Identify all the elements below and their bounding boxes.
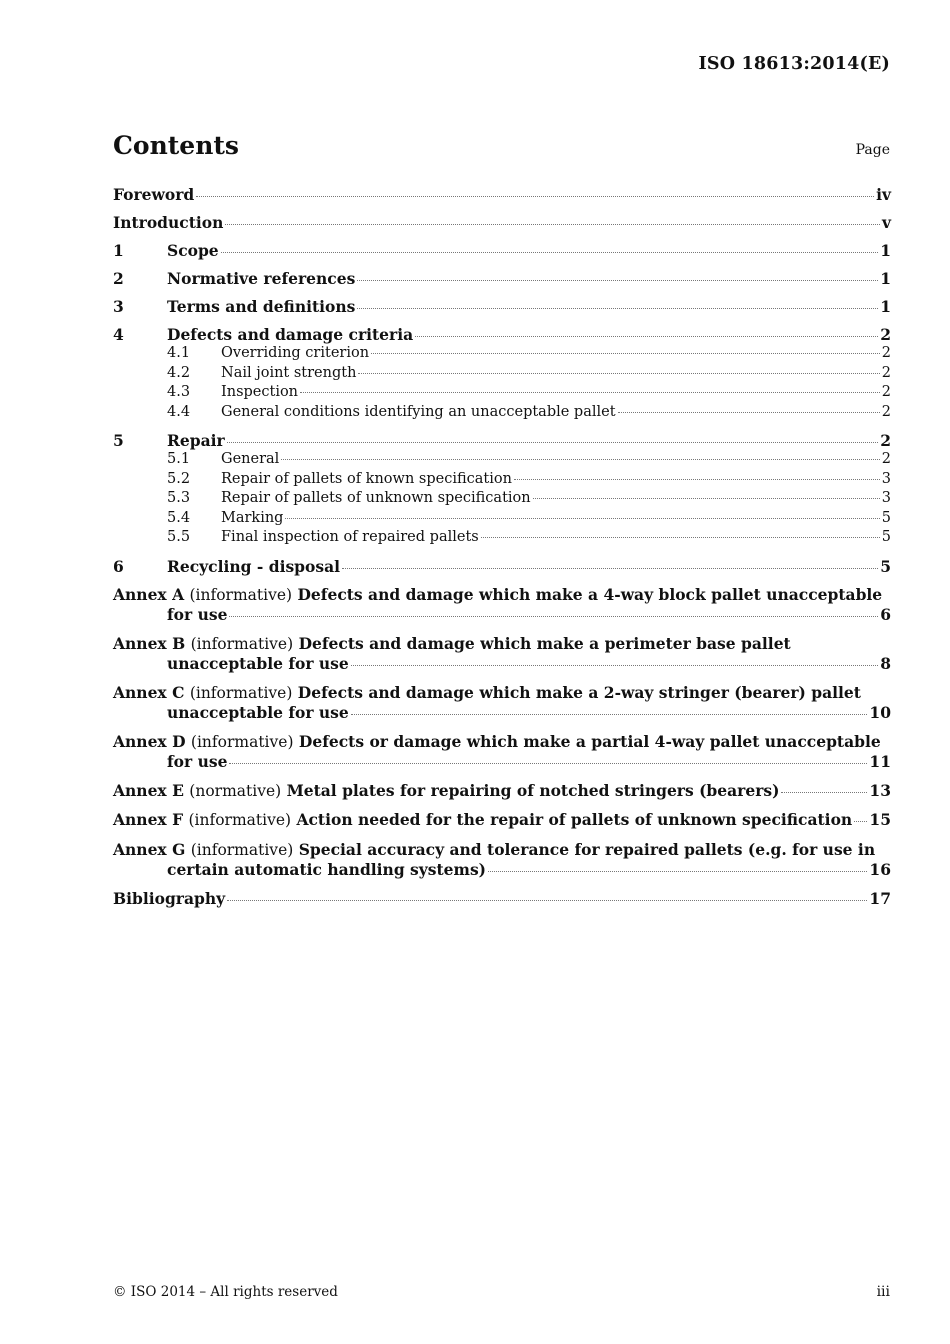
dot-leader	[342, 568, 878, 569]
toc-annex-d[interactable]	[113, 732, 891, 772]
toc-entry-label: Bibliography	[113, 888, 226, 908]
toc-clause-page: 2	[880, 431, 891, 450]
annex-title: Defects or damage which make a partial 4-way pallet unacceptable	[298, 731, 881, 751]
toc-annex-e[interactable]	[113, 781, 891, 802]
toc-subclause-label: General conditions identifying an unacceptable pallet	[221, 403, 616, 420]
toc-clause-3[interactable]	[113, 297, 891, 316]
toc-entry-page: v	[881, 213, 891, 232]
toc-entry-bibliography[interactable]	[113, 889, 891, 908]
toc-subclause-5-4[interactable]	[113, 509, 891, 529]
footer-page-number: iii	[876, 1284, 890, 1300]
toc-entry-introduction[interactable]	[113, 213, 891, 232]
toc-subclause-number: 5.1	[167, 451, 191, 467]
toc-subclause-label: Repair of pallets of unknown specification	[221, 490, 531, 506]
toc-clause-2[interactable]	[113, 269, 891, 288]
document-id: ISO 18613:2014(E)	[698, 54, 890, 74]
annex-type: (normative)	[189, 781, 282, 800]
toc-subclause-label: Nail joint strength	[221, 364, 357, 381]
toc-subclause-number: 5.5	[167, 529, 191, 545]
annex-id: Annex E	[113, 780, 184, 800]
dot-leader	[227, 900, 867, 901]
annex-type: (informative)	[189, 585, 293, 604]
annex-title-continued: certain automatic handling systems)	[167, 860, 486, 879]
toc-annex-c[interactable]	[113, 683, 891, 723]
toc-entry-label: Introduction	[113, 213, 224, 232]
toc-subclause-4-4[interactable]	[113, 403, 891, 423]
annex-id: Annex D	[113, 731, 186, 751]
toc-subclause-5-5[interactable]	[113, 528, 891, 548]
toc-subclause-label: Marking	[221, 509, 284, 526]
toc-subclause-label: Overriding criterion	[221, 345, 370, 361]
toc-clause-page: 5	[880, 556, 891, 576]
dot-leader	[358, 373, 879, 374]
toc-clause-number: 2	[113, 269, 124, 288]
dot-leader	[514, 479, 880, 480]
toc-clause-label: Normative references	[167, 269, 356, 288]
toc-subclause-number: 4.3	[167, 384, 191, 400]
toc-subclause-4-1[interactable]	[113, 344, 891, 364]
toc-clause-label: Defects and damage criteria	[167, 325, 414, 344]
toc-subclause-5-3[interactable]	[113, 489, 891, 509]
dot-leader	[300, 392, 880, 393]
toc-annex-g[interactable]	[113, 840, 891, 880]
annex-title: Defects and damage which make a 2-way stringer (bearer) pallet	[297, 682, 861, 702]
toc-clause-number: 4	[113, 325, 124, 344]
dot-leader	[281, 459, 879, 460]
dot-leader	[488, 871, 867, 872]
dot-leader	[357, 308, 878, 309]
toc-clause-number: 5	[113, 431, 124, 450]
dot-leader	[357, 280, 878, 281]
toc-clause-number: 1	[113, 241, 124, 260]
annex-id: Annex C	[113, 682, 185, 702]
dot-leader	[618, 412, 880, 413]
annex-type: (informative)	[188, 811, 292, 829]
annex-page: 6	[880, 605, 891, 624]
toc-subclause-number: 4.2	[167, 364, 191, 381]
toc-subclause-page: 3	[881, 470, 891, 487]
toc-clause-6[interactable]	[113, 557, 891, 576]
toc-clause-1[interactable]	[113, 241, 891, 260]
toc-entry-foreword[interactable]	[113, 185, 891, 204]
toc-subclause-page: 5	[881, 509, 891, 526]
dot-leader	[221, 252, 879, 253]
toc-subclause-number: 4.4	[167, 403, 191, 420]
annex-title-continued: unacceptable for use	[167, 703, 349, 722]
toc-clause-label: Repair	[167, 431, 225, 450]
toc-subclause-page: 5	[881, 529, 891, 545]
toc-subclause-number: 5.2	[167, 470, 191, 487]
toc-subclause-number: 4.1	[167, 345, 191, 361]
annex-type: (informative)	[190, 732, 294, 751]
dot-leader	[781, 792, 867, 793]
annex-title: Action needed for the repair of pallets of unknown specification	[296, 810, 853, 829]
toc-subclause-5-2[interactable]	[113, 470, 891, 490]
dot-leader	[351, 714, 868, 715]
annex-page: 8	[880, 654, 891, 673]
toc-clause-page: 1	[880, 241, 891, 260]
toc-entry-label: Foreword	[113, 185, 195, 204]
page-column-label: Page	[855, 142, 890, 158]
toc-annex-b[interactable]	[113, 634, 891, 674]
toc-subclause-number: 5.3	[167, 490, 191, 506]
toc-entry-page: iv	[876, 185, 891, 204]
annex-title: Metal plates for repairing of notched stringers (bearers)	[286, 780, 780, 800]
toc-clause-number: 3	[113, 297, 124, 316]
dot-leader	[229, 616, 878, 617]
footer-copyright: © ISO 2014 – All rights reserved	[113, 1284, 338, 1300]
toc-subclause-5-1[interactable]	[113, 450, 891, 470]
annex-page: 10	[869, 703, 891, 722]
toc-clause-page: 1	[880, 269, 891, 288]
annex-page: 11	[869, 752, 891, 771]
annex-title-continued: for use	[167, 605, 228, 624]
toc-subclause-page: 2	[881, 364, 891, 381]
dot-leader	[351, 665, 878, 666]
annex-type: (informative)	[190, 634, 294, 653]
toc-clause-page: 1	[880, 297, 891, 316]
toc-subclause-page: 2	[881, 384, 891, 400]
dot-leader	[285, 518, 879, 519]
annex-title: Special accuracy and tolerance for repaired pallets (e.g. for use in	[298, 839, 876, 859]
toc-clause-page: 2	[880, 325, 891, 344]
dot-leader	[854, 821, 867, 822]
page-title: Contents	[113, 131, 240, 160]
toc-subclause-4-2[interactable]	[113, 364, 891, 384]
toc-clause-label: Terms and definitions	[167, 297, 356, 316]
annex-id: Annex F	[113, 810, 184, 829]
toc-subclause-label: General	[221, 451, 280, 467]
annex-type: (informative)	[190, 840, 294, 859]
toc-clause-label: Scope	[167, 241, 219, 260]
toc-subclause-number: 5.4	[167, 509, 191, 526]
annex-title-continued: unacceptable for use	[167, 654, 349, 673]
table-of-contents	[113, 185, 891, 908]
toc-clause-label: Recycling - disposal	[167, 556, 341, 576]
dot-leader	[371, 353, 880, 354]
toc-clause-5[interactable]	[113, 431, 891, 450]
dot-leader	[229, 763, 867, 764]
toc-entry-page: 17	[869, 888, 891, 908]
annex-id: Annex A	[113, 584, 185, 604]
toc-subclause-page: 3	[881, 490, 891, 506]
dot-leader	[415, 336, 878, 337]
dot-leader	[481, 537, 880, 538]
dot-leader	[225, 224, 880, 225]
toc-subclause-label: Final inspection of repaired pallets	[221, 529, 479, 545]
toc-annex-a[interactable]	[113, 585, 891, 625]
annex-id: Annex G	[113, 839, 186, 859]
annex-type: (informative)	[189, 683, 293, 702]
dot-leader	[533, 498, 880, 499]
annex-title-continued: for use	[167, 752, 228, 771]
annex-page: 16	[869, 860, 891, 879]
toc-annex-f[interactable]	[113, 810, 891, 831]
annex-title: Defects and damage which make a perimeter base pallet	[298, 633, 791, 653]
toc-clause-number: 6	[113, 556, 124, 576]
dot-leader	[196, 196, 874, 197]
annex-id: Annex B	[113, 633, 186, 653]
toc-subclause-page: 2	[881, 451, 891, 467]
toc-subclause-page: 2	[881, 403, 891, 420]
toc-subclause-4-3[interactable]	[113, 383, 891, 403]
toc-subclause-page: 2	[881, 345, 891, 361]
toc-subclause-label: Repair of pallets of known specification	[221, 470, 512, 487]
annex-page: 15	[869, 810, 891, 829]
dot-leader	[227, 442, 879, 443]
toc-clause-4[interactable]	[113, 325, 891, 344]
toc-subclause-label: Inspection	[221, 384, 299, 400]
annex-page: 13	[869, 780, 891, 800]
annex-title: Defects and damage which make a 4-way block pallet unacceptable	[297, 584, 883, 604]
